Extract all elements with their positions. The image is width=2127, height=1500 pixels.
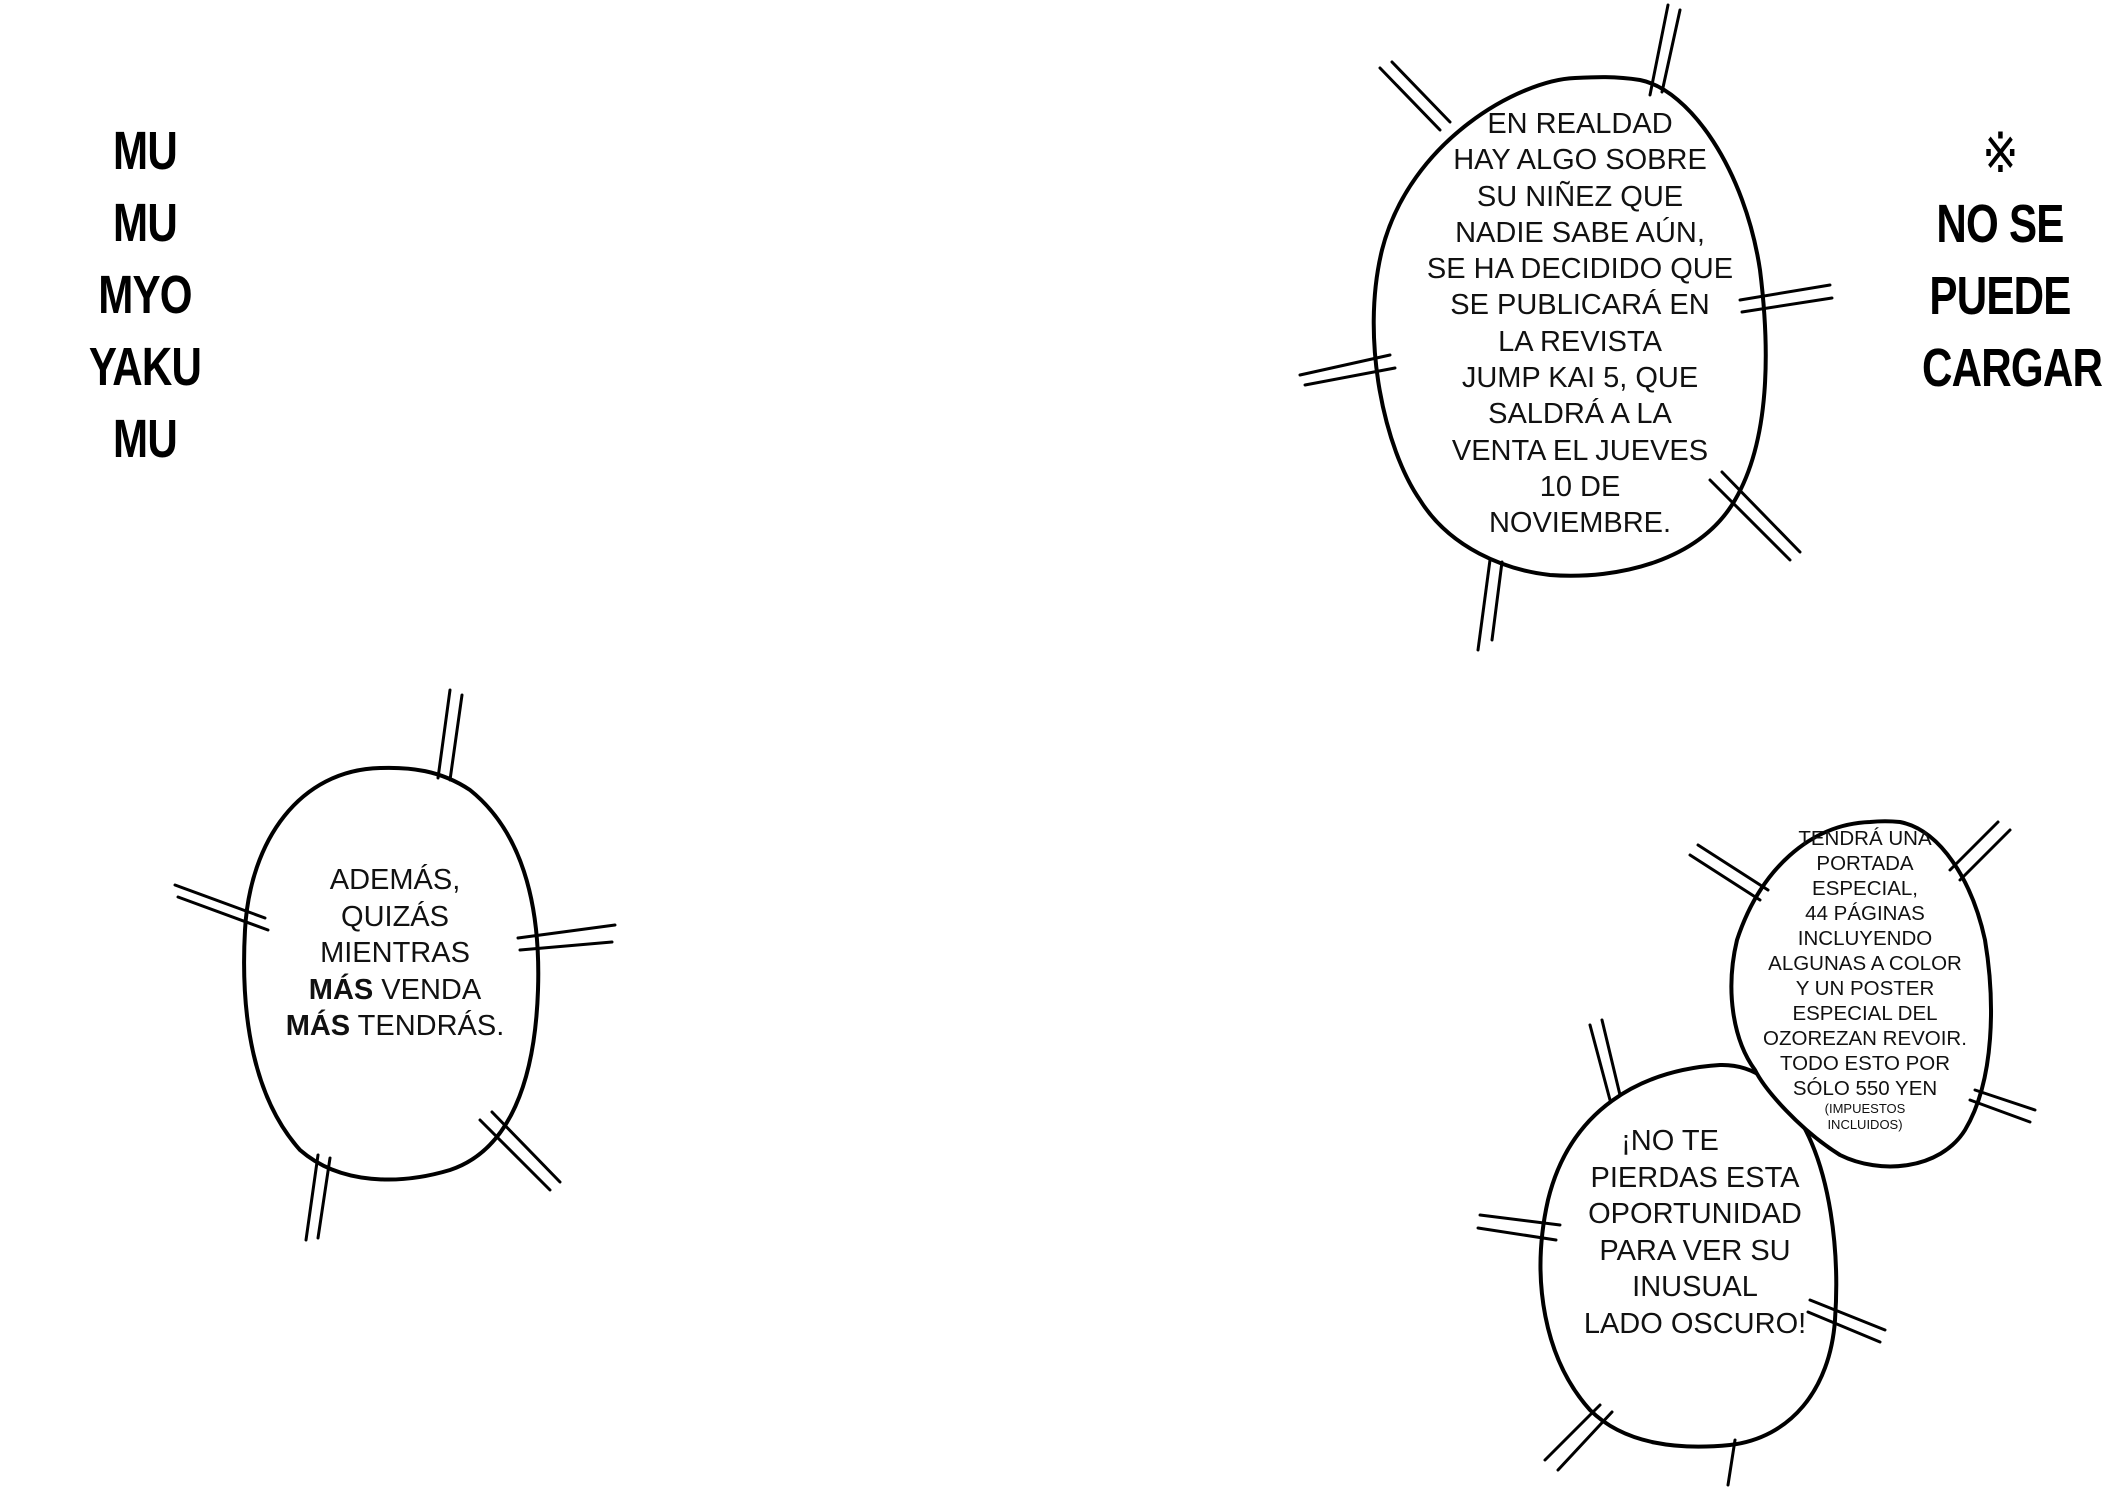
bubble-line: 44 PÁGINAS xyxy=(1805,902,1925,925)
bubble-line: OZOREZAN REVOIR. xyxy=(1763,1027,1967,1050)
bubble-line: SÓLO 550 YEN xyxy=(1792,1077,1938,1100)
tax-note-line: (IMPUESTOS xyxy=(1824,1101,1906,1116)
left-title xyxy=(87,115,204,475)
bubble-line: PARA VER SU xyxy=(1599,1234,1791,1267)
line-rest: VENDA xyxy=(373,973,482,1006)
bubble-line xyxy=(245,1008,545,1045)
bubble-line: ¡NO TE xyxy=(1621,1125,1719,1157)
bubble-right-small-text xyxy=(1745,826,1985,1133)
bubble-line: NADIE SABE AÚN, xyxy=(1455,216,1705,249)
bubble-line: NOVIEMBRE. xyxy=(1488,507,1672,540)
bubble-line: HAY ALGO SOBRE xyxy=(1453,144,1707,177)
bubble-top-text xyxy=(1390,106,1770,542)
tax-note-line: INCLUIDOS) xyxy=(1827,1117,1903,1132)
left-title-line: YAKU xyxy=(88,337,202,397)
right-note-line: NO SE xyxy=(1936,194,2064,254)
bubble-line: VENTA EL JUEVES xyxy=(1451,434,1709,467)
bubble-line: LADO OSCURO! xyxy=(1583,1307,1807,1340)
bold-word: MÁS xyxy=(285,1010,351,1042)
bubble-line: TENDRÁ UNA xyxy=(1798,827,1932,850)
bubble-line: ALGUNAS A COLOR xyxy=(1768,952,1962,975)
bubble-bottom-right-text xyxy=(1545,1123,1845,1342)
bubble-line: INUSUAL xyxy=(1632,1271,1758,1303)
bubble-line: Y UN POSTER xyxy=(1795,977,1935,1000)
bubble-line xyxy=(245,972,545,1009)
bubble-line: QUIZÁS xyxy=(341,900,449,933)
left-title-line: MU xyxy=(113,121,177,181)
right-note xyxy=(1922,118,2103,404)
bubble-line: EN REALDAD xyxy=(1487,108,1673,140)
left-title-line: MU xyxy=(113,193,177,253)
bubble-line: MIENTRAS xyxy=(320,937,470,969)
bubble-line: ADEMÁS, xyxy=(329,864,461,896)
asterism-icon: ※ xyxy=(1982,121,2018,184)
left-title-line: MYO xyxy=(98,265,192,325)
bubble-line: PIERDAS ESTA xyxy=(1590,1161,1800,1194)
bubble-line: PORTADA xyxy=(1816,852,1914,875)
bubble-line: JUMP KAI 5, QUE xyxy=(1461,362,1699,395)
bubble-line: ESPECIAL, xyxy=(1812,877,1918,900)
bubble-line: SU NIÑEZ QUE xyxy=(1476,180,1684,213)
bubble-line: ESPECIAL DEL xyxy=(1792,1002,1938,1025)
bubble-line: SE HA DECIDIDO QUE xyxy=(1426,253,1734,286)
bold-word: MÁS xyxy=(308,973,374,1006)
right-note-line: PUEDE xyxy=(1929,266,2071,326)
bubble-line: SE PUBLICARÁ EN xyxy=(1450,289,1710,322)
bubble-line: OPORTUNIDAD xyxy=(1588,1198,1802,1230)
bubble-line: 10 DE xyxy=(1539,470,1621,503)
bubble-line: SALDRÁ A LA xyxy=(1488,398,1672,431)
right-note-line: CARGAR xyxy=(1922,338,2103,398)
left-title-line: MU xyxy=(113,409,177,469)
bubble-left-text xyxy=(245,862,545,1045)
line-rest: TENDRÁS. xyxy=(350,1010,505,1042)
bubble-line: LA REVISTA xyxy=(1498,325,1662,358)
bubble-line: INCLUYENDO xyxy=(1797,927,1933,950)
bubble-line: TODO ESTO POR xyxy=(1779,1052,1951,1075)
